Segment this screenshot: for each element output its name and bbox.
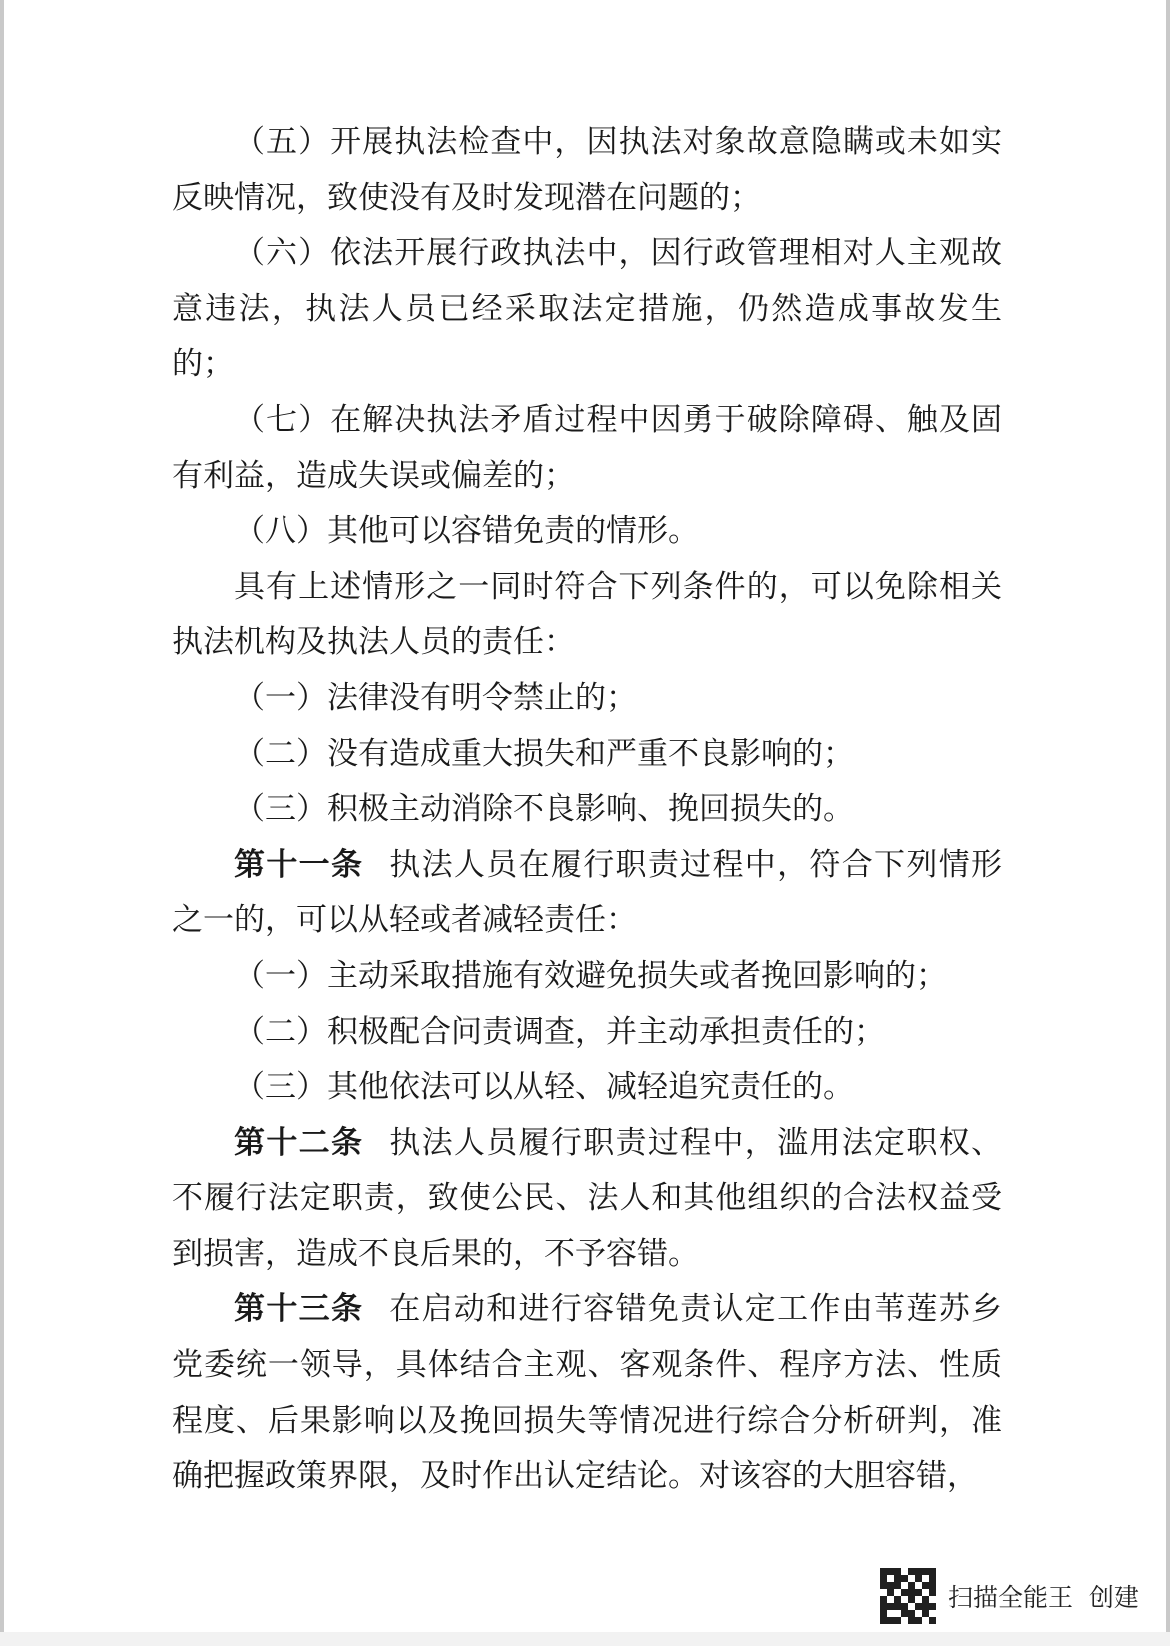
clause-5: （五）开展执法检查中，因执法对象故意隐瞒或未如实反映情况，致使没有及时发现潜在问题的；: [172, 124, 1002, 216]
article-13: 第十三条 在启动和进行容错免责认定工作由苇莲苏乡党委统一领导，具体结合主观、客观条件、程序方法、性质程度、后果影响以及挽回损失等情况进行综合分析研判，准确把握政策界限，及时作出认定结论。对该容的大胆容错，: [172, 1291, 1003, 1495]
exemption-conditions-intro: 具有上述情形之一同时符合下列条件的，可以免除相关执法机构及执法人员的责任：: [172, 568, 1002, 661]
watermark-text: 扫描全能王 创建: [948, 1583, 1139, 1612]
article-12: 第十二条 执法人员履行职责过程中，滥用法定职权、不履行法定职责，致使公民、法人和其他组织的合法权益受到损害，造成不良后果的，不予容错。: [172, 1124, 1003, 1272]
mitigation-2: （二）积极配合问责调查，并主动承担责任的；: [234, 1013, 885, 1050]
mitigation-1: （一）主动采取措施有效避免损失或者挽回影响的；: [234, 957, 947, 994]
article-11-heading: 第十一条: [234, 846, 364, 883]
document-body: [172, 115, 1002, 1505]
article-13-heading: 第十三条: [234, 1291, 364, 1328]
mitigation-3: （三）其他依法可以从轻、减轻追究责任的。: [234, 1069, 854, 1106]
condition-3: （三）积极主动消除不良影响、挽回损失的。: [234, 791, 854, 828]
scan-left-edge: [0, 0, 4, 1646]
clause-7: （七）在解决执法矛盾过程中因勇于破除障碍、触及固有利益，造成失误或偏差的；: [172, 401, 1002, 494]
condition-1: （一）法律没有明令禁止的；: [234, 679, 637, 716]
scan-bottom-edge: [0, 1632, 1170, 1646]
article-12-heading: 第十二条: [234, 1124, 364, 1161]
clause-8: （八）其他可以容错免责的情形。: [234, 513, 699, 550]
scan-right-edge: [1166, 0, 1170, 1646]
clause-6: （六）依法开展行政执法中，因行政管理相对人主观故意违法，执法人员已经采取法定措施，仍然造成事故发生的；: [172, 235, 1002, 383]
article-11: 第十一条 执法人员在履行职责过程中，符合下列情形之一的，可以从轻或者减轻责任：: [172, 846, 1003, 939]
qr-code-icon: [880, 1568, 936, 1624]
scanner-watermark: [880, 1568, 1139, 1624]
condition-2: （二）没有造成重大损失和严重不良影响的；: [234, 735, 854, 772]
